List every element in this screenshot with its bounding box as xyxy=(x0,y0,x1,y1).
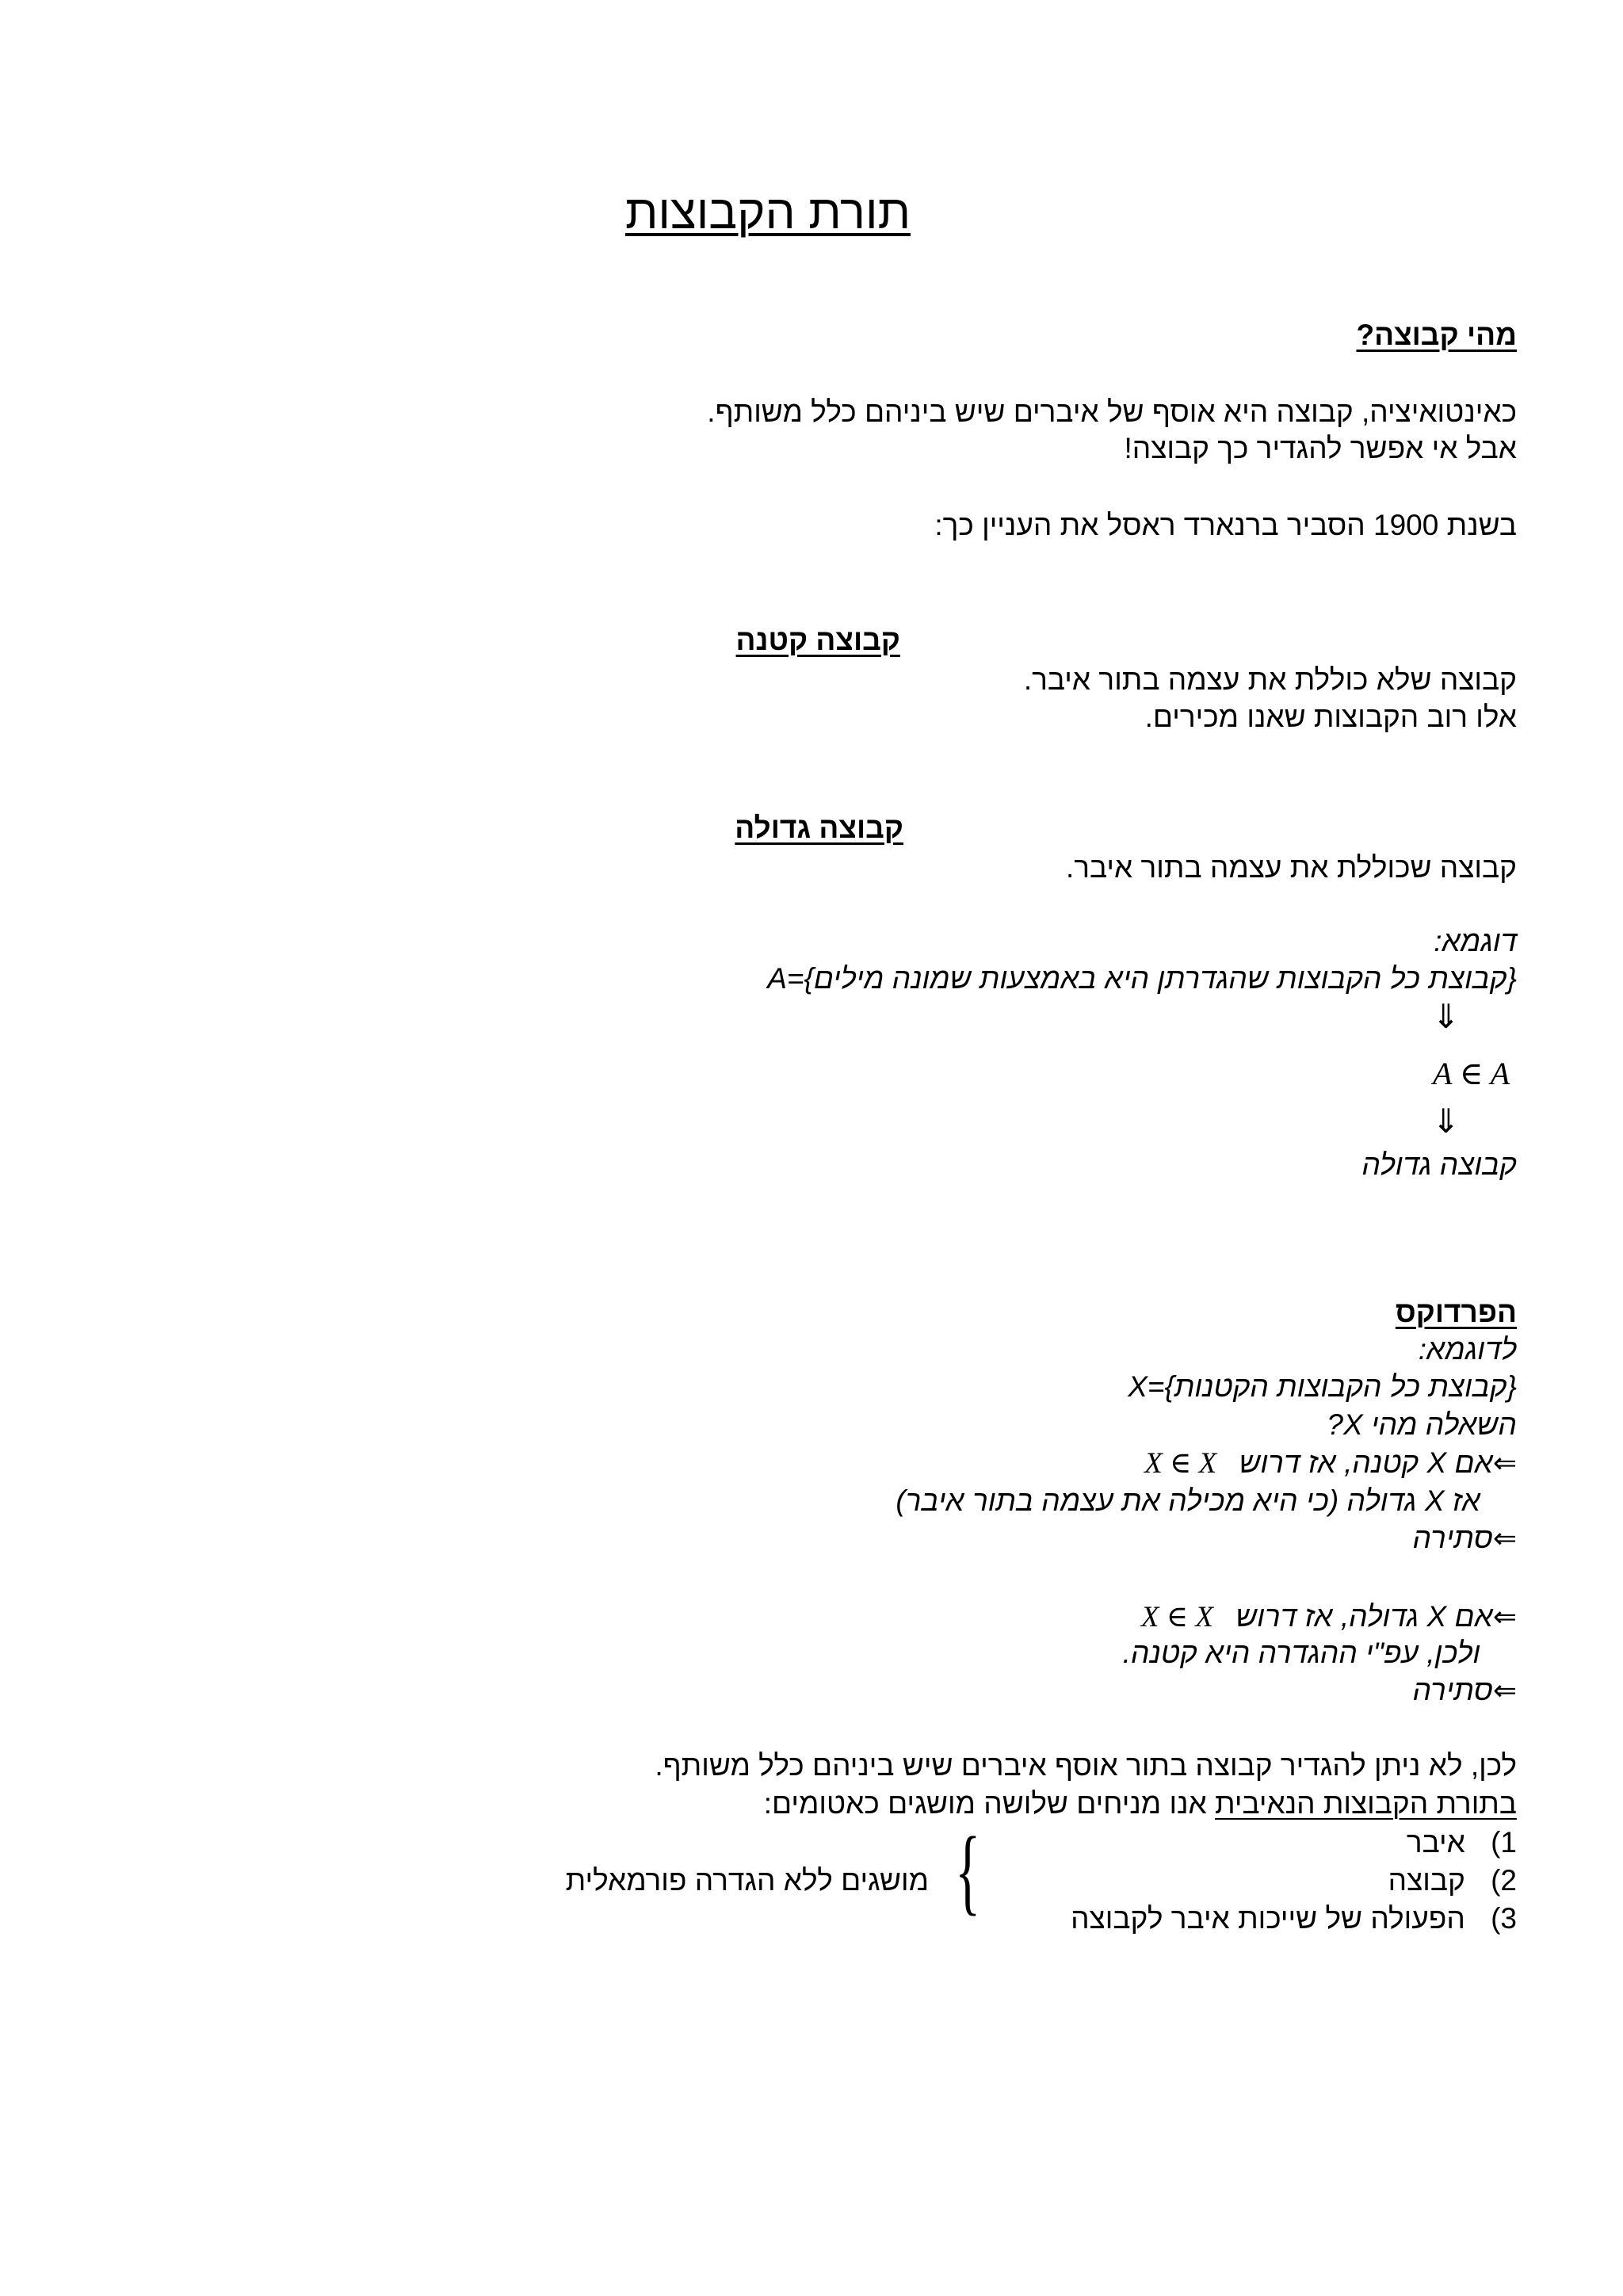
axiom-text: קבוצה xyxy=(1388,1864,1465,1897)
case1-line xyxy=(1144,1445,1517,1482)
example-set-braces: {קבוצת כל הקבוצות שהגדרתן היא באמצעות שמונה מילים} xyxy=(804,962,1517,995)
paradox-question: השאלה מהי X? xyxy=(1327,1408,1517,1441)
naive-set-theory-term: בתורת הקבוצות הנאיבית xyxy=(1215,1787,1517,1820)
curly-brace-icon: { xyxy=(955,1817,981,1924)
section-heading-what-is-set: מהי קבוצה? xyxy=(1356,319,1517,351)
example-conclusion: קבוצה גדולה xyxy=(1361,1148,1517,1181)
axiom-item-2 xyxy=(1388,1862,1517,1899)
x-set-definition xyxy=(1128,1369,1517,1405)
axiom-number: 3) xyxy=(1491,1902,1517,1935)
paradox-heading: הפרדוקס xyxy=(1395,1296,1517,1328)
paradox-example-label: לדוגמא: xyxy=(1418,1333,1517,1366)
example-set-name: A= xyxy=(767,962,804,995)
axiom-item-3 xyxy=(1071,1901,1517,1937)
x-set-name: X= xyxy=(1128,1370,1165,1403)
axiom-item-1 xyxy=(1407,1824,1517,1861)
x-set-braces: {קבוצת כל הקבוצות הקטנות} xyxy=(1164,1370,1517,1403)
intuition-line-1: כאינטואיציה, קבוצה היא אוסף של איברים שיש ביניהם כלל משותף. xyxy=(707,395,1517,428)
case2-line xyxy=(1141,1599,1517,1636)
axiom-number: 1) xyxy=(1491,1826,1517,1859)
contradiction-text: סתירה xyxy=(1412,1522,1493,1554)
conclusion-line-1: לכן, לא ניתן להגדיר קבוצה בתור אוסף איברים שיש ביניהם כלל משותף. xyxy=(655,1749,1517,1782)
contradiction-text: סתירה xyxy=(1412,1674,1493,1706)
case2-contradiction xyxy=(1413,1672,1517,1710)
russell-intro: בשנת 1900 הסביר ברנארד ראסל את העניין כך: xyxy=(934,509,1517,541)
implies-down-arrow-1: ⇓ xyxy=(1432,997,1461,1036)
example-label: דוגמא: xyxy=(1434,925,1517,957)
big-set-heading: קבוצה גדולה xyxy=(735,812,903,844)
left-implies-arrow-icon: ⇐ xyxy=(1492,1601,1517,1633)
case2-text: אם X גדולה, אז דרוש xyxy=(1235,1600,1493,1633)
intuition-line-2: אבל אי אפשר להגדיר כך קבוצה! xyxy=(1124,432,1517,464)
conclusion-line-2 xyxy=(764,1786,1517,1822)
implies-down-arrow-2: ⇓ xyxy=(1432,1102,1461,1140)
axiom-number: 2) xyxy=(1491,1864,1517,1897)
axiom-text: הפעולה של שייכות איבר לקבוצה xyxy=(1071,1902,1465,1935)
left-implies-arrow-icon: ⇐ xyxy=(1492,1522,1517,1555)
case2-then: ולכן, עפ"י ההגדרה היא קטנה. xyxy=(1122,1637,1480,1669)
case1-then: אז X גדולה (כי היא מכילה את עצמה בתור איבר) xyxy=(896,1484,1480,1517)
conclusion-line-2-rest: אנו מניחים שלושה מושגים כאטומים: xyxy=(763,1787,1216,1820)
small-set-note: אלו רוב הקבוצות שאנו מכירים. xyxy=(1144,701,1517,733)
small-set-def: קבוצה שלא כוללת את עצמה בתור איבר. xyxy=(1023,663,1517,696)
case2-math: X ∈ X xyxy=(1140,1601,1213,1633)
page-title: תורת הקבוצות xyxy=(624,185,911,239)
case1-contradiction xyxy=(1413,1520,1517,1557)
big-set-def: קבוצה שכוללת את עצמה בתור איבר. xyxy=(1065,851,1517,884)
axiom-text: איבר xyxy=(1406,1826,1465,1859)
left-implies-arrow-icon: ⇐ xyxy=(1492,1447,1517,1480)
case1-text: אם X קטנה, אז דרוש xyxy=(1239,1446,1493,1479)
a-in-a-math: A ∈ A xyxy=(1433,1056,1510,1091)
small-set-heading: קבוצה קטנה xyxy=(735,624,900,656)
undefined-concepts-label: מושגים ללא הגדרה פורמאלית xyxy=(565,1864,929,1897)
case1-math: X ∈ X xyxy=(1144,1447,1217,1480)
example-set-definition xyxy=(767,961,1517,997)
left-implies-arrow-icon: ⇐ xyxy=(1492,1675,1517,1707)
